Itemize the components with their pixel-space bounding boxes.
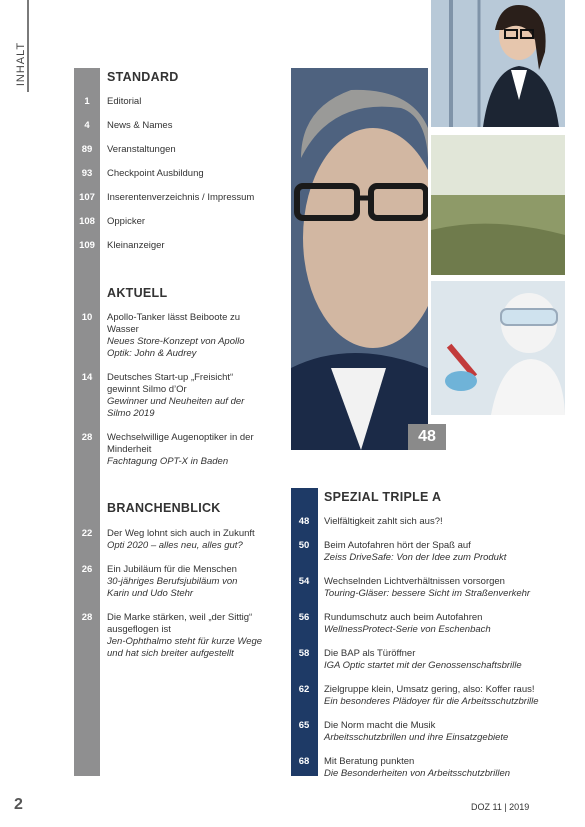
page-num: 68 — [298, 756, 310, 767]
page-num: 28 — [81, 612, 93, 623]
entry-title: Die Marke stärken, weil „der Sittig“ ausgeflogen ist — [107, 612, 253, 635]
photo-page-badge: 48 — [408, 424, 446, 450]
entry-title: Die BAP als Türöffner — [324, 648, 416, 659]
entry-subtitle: Touring-Gläser: bessere Sicht im Straßenverkehr — [324, 588, 531, 599]
toc-entry[interactable] — [324, 612, 569, 636]
entry-title: Vielfältigkeit zahlt sich aus?! — [324, 516, 443, 527]
toc-entry[interactable] — [324, 516, 569, 528]
photo-businesswoman — [431, 0, 565, 127]
entry-subtitle: Jen-Ophthalmo steht für kurze Wege und hat sich breiter aufgestellt — [107, 636, 263, 659]
toc-entry[interactable] — [107, 312, 267, 360]
toc-entry[interactable]: News & Names — [107, 120, 173, 131]
toc-entry[interactable] — [324, 756, 569, 780]
entry-subtitle: Fachtagung OPT-X in Baden — [107, 456, 229, 467]
page-num: 58 — [298, 648, 310, 659]
businesswoman-illustration — [431, 0, 565, 127]
optician-illustration — [291, 68, 428, 450]
page-num: 62 — [298, 684, 310, 695]
heading-branchenblick: BRANCHENBLICK — [107, 501, 221, 515]
entry-title: Ein Jubiläum für die Menschen — [107, 564, 237, 575]
toc-entry[interactable]: Kleinanzeiger — [107, 240, 165, 251]
side-rule — [27, 0, 29, 92]
toc-entry[interactable] — [324, 684, 569, 708]
photo-lab-worker — [431, 281, 565, 415]
page-num: 10 — [81, 312, 93, 323]
toc-entry[interactable] — [324, 720, 569, 744]
page-num: 93 — [81, 168, 93, 179]
page-num: 109 — [79, 240, 95, 251]
footer-issue: DOZ 11 | 2019 — [471, 802, 530, 812]
entry-subtitle: Opti 2020 – alles neu, alles gut? — [107, 540, 243, 551]
page-num: 54 — [298, 576, 310, 587]
photo-road-landscape — [431, 135, 565, 275]
entry-title: Apollo-Tanker lässt Beiboote zu Wasser — [107, 312, 241, 335]
heading-standard: STANDARD — [107, 70, 179, 84]
entry-title: Wechselwillige Augenoptiker in der Minderheit — [107, 432, 254, 455]
entry-subtitle: 30-jähriges Berufsjubiläum von Karin und Udo Stehr — [107, 576, 238, 599]
heading-aktuell: AKTUELL — [107, 286, 168, 300]
page-num: 56 — [298, 612, 310, 623]
toc-entry[interactable]: Oppicker — [107, 216, 146, 227]
photo-optician-portrait — [291, 68, 428, 450]
toc-entry[interactable] — [107, 612, 267, 660]
toc-entry[interactable] — [107, 372, 267, 420]
toc-entry[interactable]: Checkpoint Ausbildung — [107, 168, 204, 179]
entry-subtitle: Zeiss DriveSafe: Von der Idee zum Produkt — [324, 552, 507, 563]
entry-subtitle: IGA Optic startet mit der Genossenschaftsbrille — [324, 660, 522, 671]
entry-title: Rundumschutz auch beim Autofahren — [324, 612, 483, 623]
toc-entry[interactable]: Editorial — [107, 96, 142, 107]
toc-entry[interactable]: Veranstaltungen — [107, 144, 176, 155]
section-label-inhalt: INHALT — [15, 41, 27, 87]
page-num: 1 — [84, 96, 90, 107]
page-num: 22 — [81, 528, 93, 539]
toc-entry[interactable] — [107, 564, 257, 600]
entry-title: Die Norm macht die Musik — [324, 720, 436, 731]
page-num: 50 — [298, 540, 310, 551]
entry-title: Zielgruppe klein, Umsatz gering, also: Koffer raus! — [324, 684, 535, 695]
entry-subtitle: WellnessProtect-Serie von Eschenbach — [324, 624, 491, 635]
landscape-illustration — [431, 135, 565, 275]
page-num: 108 — [79, 216, 95, 227]
entry-subtitle: Die Besonderheiten von Arbeitsschutzbrillen — [324, 768, 511, 779]
entry-subtitle: Arbeitsschutzbrillen und ihre Einsatzgebiete — [324, 732, 509, 743]
toc-entry[interactable] — [107, 528, 272, 552]
page-num: 28 — [81, 432, 93, 443]
page-num: 14 — [81, 372, 93, 383]
lab-worker-illustration — [431, 281, 565, 415]
entry-title: Deutsches Start-up „Freisicht“ gewinnt Silmo d’Or — [107, 372, 234, 395]
toc-entry[interactable]: Inserentenverzeichnis / Impressum — [107, 192, 255, 203]
entry-title: Wechselnden Lichtverhältnissen vorsorgen — [324, 576, 505, 587]
toc-entry[interactable] — [324, 648, 569, 672]
toc-entry[interactable] — [324, 576, 569, 600]
entry-title: Mit Beratung punkten — [324, 756, 415, 767]
heading-spezial: SPEZIAL TRIPLE A — [324, 490, 442, 504]
toc-entry[interactable] — [107, 432, 267, 468]
page-num: 89 — [81, 144, 93, 155]
entry-subtitle: Neues Store-Konzept von Apollo Optik: John & Audrey — [107, 336, 245, 359]
page-num: 65 — [298, 720, 310, 731]
spezial-number-column — [291, 488, 318, 776]
entry-title: Beim Autofahren hört der Spaß auf — [324, 540, 471, 551]
page-number: 2 — [14, 796, 23, 813]
entry-subtitle: Gewinner und Neuheiten auf der Silmo 2019 — [107, 396, 245, 419]
page-num: 4 — [84, 120, 90, 131]
toc-entry[interactable] — [324, 540, 569, 564]
page-num: 26 — [81, 564, 93, 575]
page-num: 48 — [298, 516, 310, 527]
page-num: 107 — [79, 192, 95, 203]
entry-subtitle: Ein besonderes Plädoyer für die Arbeitsschutzbrille — [324, 696, 539, 707]
entry-title: Der Weg lohnt sich auch in Zukunft — [107, 528, 255, 539]
